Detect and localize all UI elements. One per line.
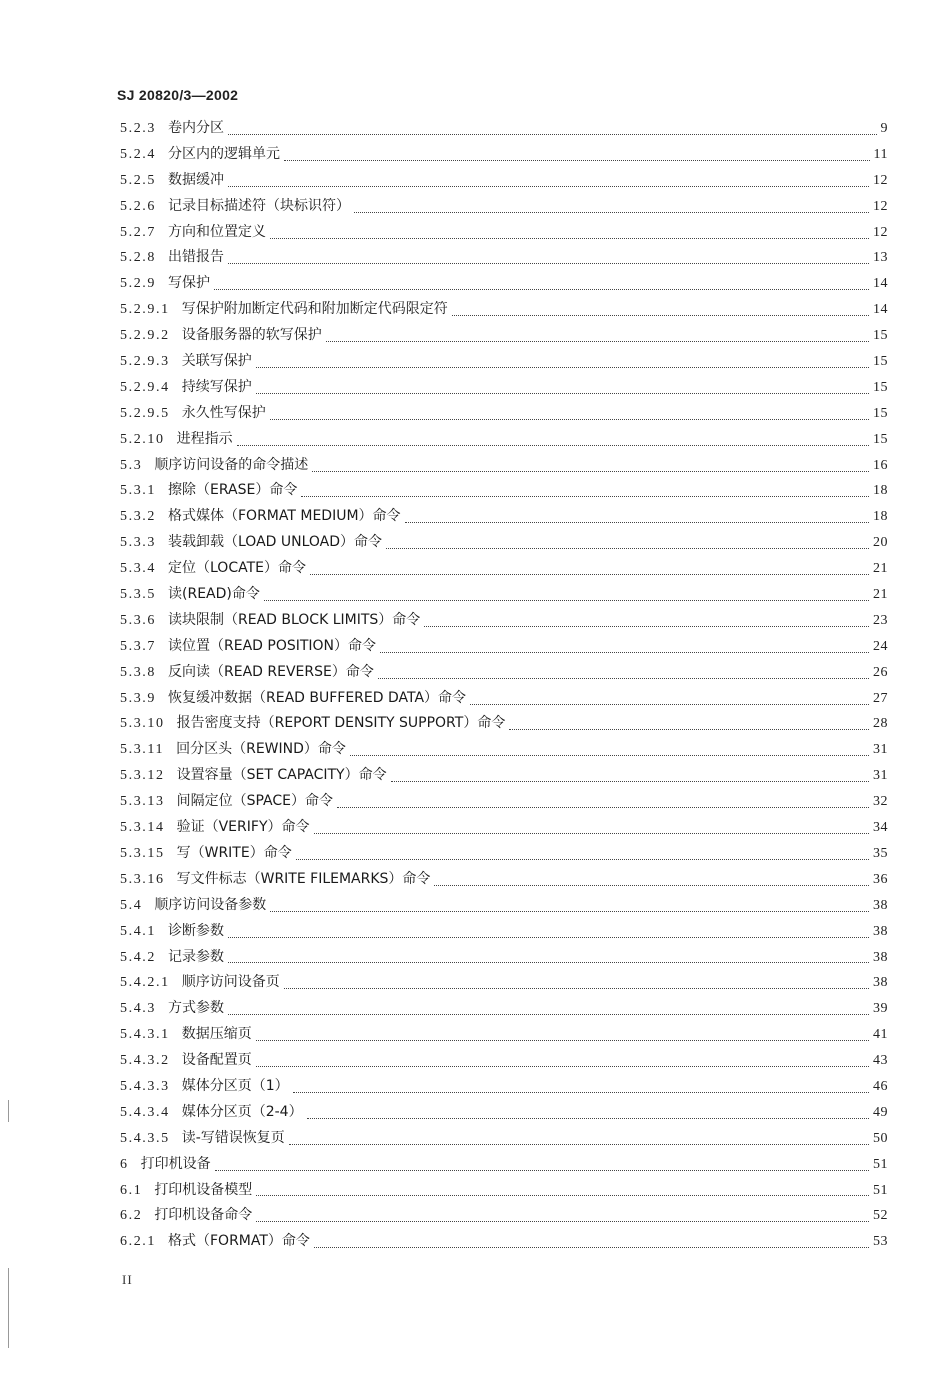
toc-entry-title: 格式媒体（FORMAT MEDIUM）命令 <box>168 508 401 525</box>
toc-entry[interactable] <box>120 530 888 556</box>
toc-dot-leader <box>256 1220 869 1222</box>
toc-entry-number: 5.3.13 <box>120 794 165 810</box>
toc-dot-leader <box>270 418 869 420</box>
toc-entry-page: 38 <box>873 923 888 939</box>
toc-entry-page: 15 <box>873 431 888 447</box>
toc-entry-title: 定位（LOCATE）命令 <box>168 560 306 577</box>
toc-entry[interactable] <box>120 297 888 323</box>
toc-entry-title: 擦除（ERASE）命令 <box>168 482 298 499</box>
toc-entry[interactable] <box>120 478 888 504</box>
toc-dot-leader <box>237 444 869 446</box>
toc-entry-number: 5.3 <box>120 457 143 473</box>
toc-entry-number: 5.4.2.1 <box>120 975 170 991</box>
toc-entry[interactable] <box>120 945 888 971</box>
toc-entry-number: 5.3.16 <box>120 871 165 887</box>
toc-dot-leader <box>228 936 869 938</box>
toc-entry[interactable] <box>120 323 888 349</box>
toc-entry-page: 23 <box>873 612 888 628</box>
toc-entry-title: 读位置（READ POSITION）命令 <box>168 637 377 654</box>
toc-entry[interactable] <box>120 634 888 660</box>
toc-entry-title: 顺序访问设备页 <box>181 974 280 991</box>
toc-entry[interactable] <box>120 1048 888 1074</box>
toc-entry-title: 媒体分区页（1） <box>181 1077 289 1094</box>
toc-dot-leader <box>256 1194 869 1196</box>
toc-entry-number: 5.2.9.3 <box>120 354 170 370</box>
toc-dot-leader <box>391 780 869 782</box>
toc-entry-page: 38 <box>873 975 888 991</box>
page-number: II <box>122 1272 133 1287</box>
document-code-header: SJ 20820/3—2002 <box>117 87 239 103</box>
toc-entry-page: 41 <box>873 1027 888 1043</box>
toc-entry-title: 写保护附加断定代码和附加断定代码限定符 <box>181 301 448 318</box>
toc-entry-number: 5.2.10 <box>120 431 165 447</box>
toc-entry-number: 5.3.11 <box>120 742 165 758</box>
toc-entry[interactable] <box>120 1126 888 1152</box>
toc-entry[interactable] <box>120 815 888 841</box>
toc-entry-page: 43 <box>873 1053 888 1069</box>
toc-dot-leader <box>284 987 869 989</box>
toc-entry-page: 15 <box>873 354 888 370</box>
toc-dot-leader <box>405 521 869 523</box>
toc-dot-leader <box>228 1013 869 1015</box>
toc-entry-page: 15 <box>873 328 888 344</box>
toc-dot-leader <box>284 159 870 161</box>
toc-entry-title: 间隔定位（SPACE）命令 <box>176 793 333 810</box>
toc-entry-page: 16 <box>873 457 888 473</box>
toc-entry-number: 5.4.3.5 <box>120 1130 170 1146</box>
toc-entry[interactable] <box>120 245 888 271</box>
toc-entry-number: 5.3.7 <box>120 638 156 654</box>
toc-entry-title: 分区内的逻辑单元 <box>168 145 280 162</box>
toc-entry-number: 5.4.3.3 <box>120 1078 170 1094</box>
toc-dot-leader <box>228 133 877 135</box>
toc-entry-page: 13 <box>873 250 888 266</box>
toc-entry-title: 恢复缓冲数据（READ BUFFERED DATA）命令 <box>168 689 467 706</box>
toc-entry-title: 顺序访问设备的命令描述 <box>154 456 309 473</box>
toc-entry-title: 诊断参数 <box>168 922 224 939</box>
toc-dot-leader <box>270 910 869 912</box>
toc-entry-number: 5.4.3 <box>120 1001 156 1017</box>
scan-margin-mark <box>8 1268 9 1348</box>
toc-entry-number: 5.3.9 <box>120 690 156 706</box>
toc-entry[interactable] <box>120 789 888 815</box>
toc-dot-leader <box>228 961 869 963</box>
toc-entry-number: 5.3.2 <box>120 509 156 525</box>
toc-dot-leader <box>314 1246 869 1248</box>
toc-entry-page: 38 <box>873 949 888 965</box>
toc-entry[interactable] <box>120 608 888 634</box>
toc-entry-number: 5.2.5 <box>120 172 156 188</box>
toc-dot-leader <box>386 547 869 549</box>
toc-entry-page: 18 <box>873 509 888 525</box>
toc-entry-number: 5.2.9.2 <box>120 328 170 344</box>
toc-entry-title: 数据压缩页 <box>181 1026 252 1043</box>
toc-entry-number: 5.2.4 <box>120 146 156 162</box>
toc-entry[interactable] <box>120 841 888 867</box>
toc-entry[interactable] <box>120 582 888 608</box>
toc-entry-title: 记录目标描述符（块标识符） <box>168 197 350 214</box>
toc-dot-leader <box>270 237 869 239</box>
toc-entry-title: 进程指示 <box>176 430 233 447</box>
toc-entry-title: 打印机设备命令 <box>154 1207 253 1224</box>
toc-dot-leader <box>214 288 869 290</box>
toc-entry[interactable] <box>120 349 888 375</box>
toc-entry[interactable] <box>120 1100 888 1126</box>
toc-entry-page: 15 <box>873 379 888 395</box>
toc-entry[interactable] <box>120 1178 888 1204</box>
toc-entry-title: 读-写错误恢复页 <box>181 1129 285 1146</box>
toc-entry-title: 格式（FORMAT）命令 <box>168 1233 310 1250</box>
toc-entry[interactable] <box>120 1203 888 1229</box>
toc-entry[interactable] <box>120 1152 888 1178</box>
toc-dot-leader <box>256 1065 869 1067</box>
toc-entry[interactable] <box>120 375 888 401</box>
toc-entry-page: 46 <box>873 1078 888 1094</box>
toc-entry-page: 49 <box>873 1104 888 1120</box>
toc-entry[interactable] <box>120 427 888 453</box>
toc-dot-leader <box>424 625 869 627</box>
toc-entry-title: 验证（VERIFY）命令 <box>176 819 310 836</box>
toc-entry-number: 5.3.8 <box>120 664 156 680</box>
toc-entry-page: 36 <box>873 871 888 887</box>
toc-entry-title: 读块限制（READ BLOCK LIMITS）命令 <box>168 611 421 628</box>
toc-dot-leader <box>350 754 869 756</box>
toc-entry-title: 读(READ)命令 <box>168 586 260 603</box>
toc-entry[interactable] <box>120 711 888 737</box>
toc-entry-number: 6.1 <box>120 1182 143 1198</box>
toc-entry[interactable] <box>120 919 888 945</box>
toc-entry[interactable] <box>120 168 888 194</box>
toc-dot-leader <box>215 1169 869 1171</box>
toc-entry-title: 永久性写保护 <box>181 404 266 421</box>
toc-entry-page: 26 <box>873 664 888 680</box>
toc-dot-leader <box>301 495 869 497</box>
toc-entry-number: 5.4.3.4 <box>120 1104 170 1120</box>
toc-entry-page: 12 <box>873 172 888 188</box>
toc-entry[interactable] <box>120 737 888 763</box>
toc-entry-number: 5.3.1 <box>120 483 156 499</box>
toc-entry-page: 51 <box>873 1156 888 1172</box>
toc-entry-title: 打印机设备模型 <box>154 1181 253 1198</box>
toc-entry-title: 设置容量（SET CAPACITY）命令 <box>176 767 387 784</box>
toc-entry-number: 5.4.1 <box>120 923 156 939</box>
toc-dot-leader <box>470 703 869 705</box>
toc-entry-page: 53 <box>873 1234 888 1250</box>
toc-dot-leader <box>509 728 869 730</box>
toc-entry-number: 5.2.9.5 <box>120 405 170 421</box>
toc-entry-title: 回分区头（REWIND）命令 <box>176 741 346 758</box>
toc-entry-page: 24 <box>873 638 888 654</box>
toc-entry-title: 打印机设备 <box>140 1155 211 1172</box>
toc-dot-leader <box>256 1039 869 1041</box>
toc-entry-number: 5.3.4 <box>120 561 156 577</box>
toc-dot-leader <box>293 1091 869 1093</box>
toc-entry-number: 5.2.7 <box>120 224 156 240</box>
toc-entry-number: 5.3.12 <box>120 768 165 784</box>
toc-entry[interactable] <box>120 453 888 479</box>
toc-entry-number: 5.2.9.1 <box>120 302 170 318</box>
toc-dot-leader <box>307 1117 869 1119</box>
toc-entry-page: 21 <box>873 561 888 577</box>
toc-entry-page: 35 <box>873 845 888 861</box>
toc-dot-leader <box>256 366 869 368</box>
toc-entry-page: 14 <box>873 302 888 318</box>
toc-entry-number: 5.2.6 <box>120 198 156 214</box>
toc-entry-page: 39 <box>873 1001 888 1017</box>
toc-dot-leader <box>337 806 869 808</box>
toc-entry-number: 5.2.9.4 <box>120 379 170 395</box>
toc-dot-leader <box>312 470 869 472</box>
toc-entry-title: 媒体分区页（2-4） <box>181 1103 303 1120</box>
toc-entry-number: 5.4.3.1 <box>120 1027 170 1043</box>
toc-entry-number: 5.3.15 <box>120 845 165 861</box>
toc-dot-leader <box>326 340 869 342</box>
toc-entry[interactable] <box>120 271 888 297</box>
toc-entry-title: 方式参数 <box>168 1000 224 1017</box>
toc-entry-title: 写（WRITE）命令 <box>176 844 292 861</box>
toc-entry-number: 5.4.3.2 <box>120 1053 170 1069</box>
toc-entry[interactable] <box>120 686 888 712</box>
toc-entry-number: 6.2.1 <box>120 1234 156 1250</box>
toc-entry-page: 18 <box>873 483 888 499</box>
toc-entry-page: 27 <box>873 690 888 706</box>
toc-dot-leader <box>378 677 869 679</box>
toc-entry-page: 11 <box>873 146 888 162</box>
toc-entry[interactable] <box>120 116 888 142</box>
toc-entry-number: 5.2.9 <box>120 276 156 292</box>
toc-entry-title: 数据缓冲 <box>168 171 224 188</box>
toc-entry-page: 31 <box>873 742 888 758</box>
toc-dot-leader <box>452 314 869 316</box>
toc-entry-number: 5.3.6 <box>120 612 156 628</box>
toc-entry-number: 6.2 <box>120 1208 143 1224</box>
toc-entry[interactable] <box>120 401 888 427</box>
toc-entry-number: 5.3.14 <box>120 820 165 836</box>
toc-entry[interactable] <box>120 893 888 919</box>
toc-entry[interactable] <box>120 970 888 996</box>
toc-entry-title: 关联写保护 <box>181 353 252 370</box>
toc-entry-number: 6 <box>120 1156 129 1172</box>
toc-dot-leader <box>228 262 869 264</box>
toc-entry[interactable] <box>120 142 888 168</box>
toc-entry-title: 写保护 <box>168 275 210 292</box>
toc-entry[interactable] <box>120 1022 888 1048</box>
toc-entry-page: 21 <box>873 587 888 603</box>
toc-entry-page: 12 <box>873 224 888 240</box>
toc-entry-page: 32 <box>873 794 888 810</box>
toc-dot-leader <box>296 858 869 860</box>
toc-entry[interactable] <box>120 660 888 686</box>
toc-entry-page: 51 <box>873 1182 888 1198</box>
table-of-contents <box>120 116 888 1255</box>
toc-entry-page: 38 <box>873 897 888 913</box>
toc-entry[interactable] <box>120 763 888 789</box>
toc-entry-title: 装载卸载（LOAD UNLOAD）命令 <box>168 534 383 551</box>
toc-entry-title: 记录参数 <box>168 948 224 965</box>
toc-entry-title: 出错报告 <box>168 249 224 266</box>
toc-entry-page: 28 <box>873 716 888 732</box>
toc-entry-page: 52 <box>873 1208 888 1224</box>
toc-entry-title: 卷内分区 <box>168 120 224 136</box>
toc-entry-number: 5.2.8 <box>120 250 156 266</box>
toc-entry[interactable] <box>120 996 888 1022</box>
toc-entry-page: 12 <box>873 198 888 214</box>
toc-dot-leader <box>228 185 869 187</box>
toc-entry-title: 设备配置页 <box>181 1052 252 1069</box>
toc-entry-title: 写文件标志（WRITE FILEMARKS）命令 <box>176 870 431 887</box>
toc-dot-leader <box>256 392 869 394</box>
toc-entry[interactable] <box>120 867 888 893</box>
toc-entry-page: 34 <box>873 820 888 836</box>
toc-entry-title: 方向和位置定义 <box>168 223 266 240</box>
toc-entry[interactable] <box>120 556 888 582</box>
toc-entry-number: 5.4.2 <box>120 949 156 965</box>
toc-entry[interactable] <box>120 1074 888 1100</box>
toc-entry-page: 14 <box>873 276 888 292</box>
toc-entry-number: 5.3.3 <box>120 535 156 551</box>
toc-entry-title: 持续写保护 <box>181 378 252 395</box>
toc-entry[interactable] <box>120 1229 888 1255</box>
toc-entry-page: 31 <box>873 768 888 784</box>
scan-margin-mark <box>8 1100 9 1122</box>
toc-dot-leader <box>380 651 869 653</box>
toc-dot-leader <box>264 599 869 601</box>
toc-dot-leader <box>354 211 869 213</box>
toc-entry-page: 50 <box>873 1130 888 1146</box>
toc-entry-page: 9 <box>880 121 888 136</box>
toc-entry-number: 5.3.5 <box>120 587 156 603</box>
toc-entry[interactable] <box>120 220 888 246</box>
toc-entry[interactable] <box>120 194 888 220</box>
toc-dot-leader <box>434 884 869 886</box>
toc-entry-page: 20 <box>873 535 888 551</box>
toc-dot-leader <box>314 832 870 834</box>
toc-entry-number: 5.2.3 <box>120 121 156 136</box>
toc-entry-number: 5.4 <box>120 897 143 913</box>
toc-entry-number: 5.3.10 <box>120 716 165 732</box>
toc-dot-leader <box>289 1143 869 1145</box>
toc-entry-title: 报告密度支持（REPORT DENSITY SUPPORT）命令 <box>176 715 506 732</box>
toc-entry-title: 顺序访问设备参数 <box>154 896 267 913</box>
toc-entry-title: 设备服务器的软写保护 <box>181 327 322 344</box>
toc-entry-page: 15 <box>873 405 888 421</box>
toc-entry[interactable] <box>120 504 888 530</box>
toc-dot-leader <box>310 573 869 575</box>
toc-entry-title: 反向读（READ REVERSE）命令 <box>168 663 374 680</box>
